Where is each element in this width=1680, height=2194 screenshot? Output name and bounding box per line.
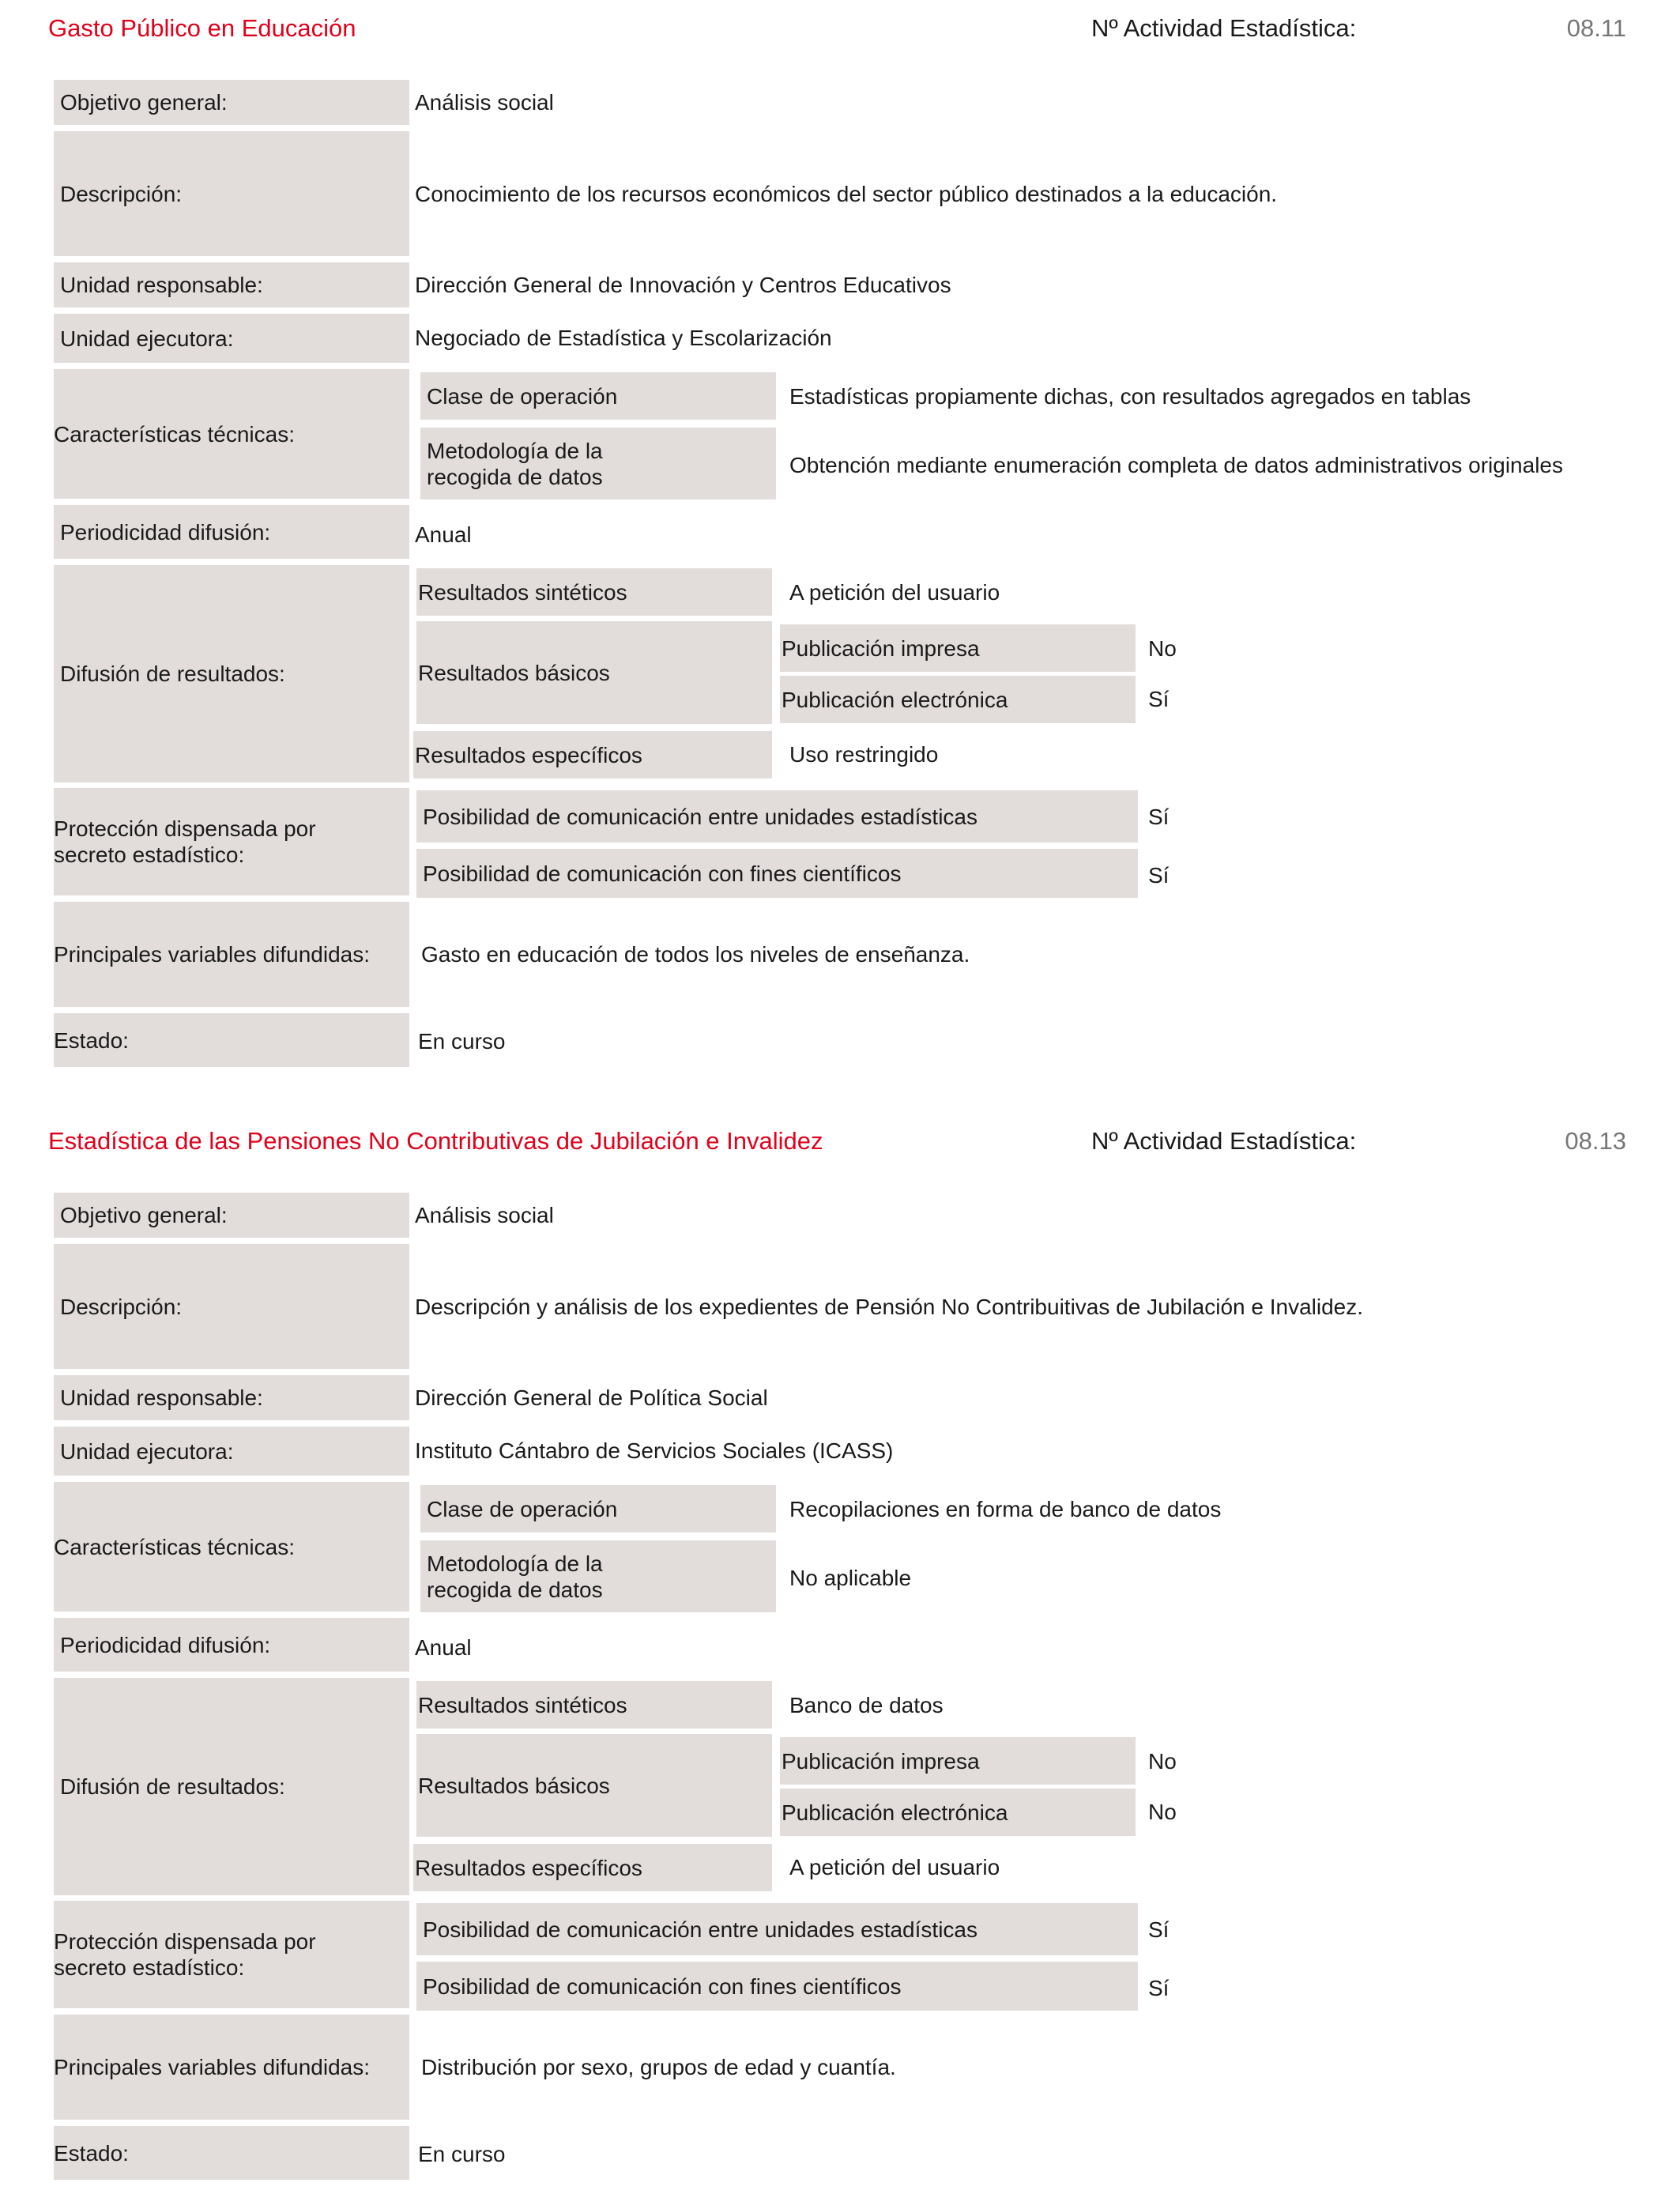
objetivo-value: Análisis social	[415, 90, 554, 115]
estado-label: Estado:	[54, 2126, 409, 2180]
metodologia-label: Metodología de la recogida de datos	[420, 428, 776, 499]
unidad-ejecutora-value: Negociado de Estadística y Escolarización	[415, 326, 832, 350]
comunicacion-cientificos-value: Sí	[1148, 863, 1170, 888]
comunicacion-unidades-value: Sí	[1148, 805, 1170, 829]
periodicidad-label: Periodicidad difusión:	[54, 505, 409, 559]
publicacion-impresa-value: No	[1148, 636, 1177, 661]
periodicidad-value: Anual	[415, 1635, 472, 1660]
clase-operacion-value: Estadísticas propiamente dichas, con resultados agregados en tablas	[789, 384, 1471, 409]
comunicacion-cientificos-value: Sí	[1148, 1976, 1170, 2000]
descripcion-label: Descripción:	[54, 1244, 409, 1369]
unidad-responsable-label: Unidad responsable:	[54, 262, 409, 307]
principales-variables-label: Principales variables difundidas:	[54, 2015, 409, 2120]
resultados-sinteticos-label: Resultados sintéticos	[416, 1681, 772, 1728]
publicacion-electronica-value: Sí	[1148, 687, 1170, 711]
resultados-especificos-label: Resultados específicos	[413, 1844, 772, 1891]
publicacion-impresa-value: No	[1148, 1749, 1177, 1774]
comunicacion-cientificos-label: Posibilidad de comunicación con fines científicos	[416, 1962, 1138, 2011]
comunicacion-unidades-label: Posibilidad de comunicación entre unidades estadísticas	[416, 1903, 1138, 1955]
section-title: Estadística de las Pensiones No Contributivas de Jubilación e Invalidez	[48, 1127, 823, 1155]
estado-value: En curso	[418, 1029, 506, 1054]
difusion-label: Difusión de resultados:	[54, 1678, 409, 1895]
descripcion-value: Conocimiento de los recursos económicos del sector público destinados a la educación.	[415, 182, 1278, 206]
resultados-sinteticos-value: A petición del usuario	[789, 580, 1000, 605]
unidad-ejecutora-label: Unidad ejecutora:	[54, 1427, 409, 1476]
comunicacion-unidades-label: Posibilidad de comunicación entre unidades estadísticas	[416, 790, 1138, 843]
unidad-ejecutora-label: Unidad ejecutora:	[54, 314, 409, 363]
descripcion-value: Descripción y análisis de los expedientes de Pensión No Contribuitivas de Jubilación e Invalidez.	[415, 1295, 1364, 1319]
publicacion-electronica-value: No	[1148, 1800, 1177, 1824]
metodologia-label: Metodología de la recogida de datos	[420, 1540, 776, 1612]
section-title: Gasto Público en Educación	[48, 14, 356, 42]
descripcion-label: Descripción:	[54, 131, 409, 256]
principales-variables-value: Gasto en educación de todos los niveles de enseñanza.	[421, 942, 970, 967]
activity-card	[0, 1113, 1680, 2194]
resultados-sinteticos-value: Banco de datos	[789, 1693, 944, 1717]
unidad-responsable-value: Dirección General de Innovación y Centros Educativos	[415, 273, 951, 297]
metodologia-value: Obtención mediante enumeración completa de datos administrativos originales	[789, 453, 1563, 477]
resultados-especificos-value: Uso restringido	[789, 742, 939, 767]
proteccion-label: Protección dispensada por secreto estadístico:	[54, 788, 409, 895]
caracteristicas-label: Características técnicas:	[54, 1482, 409, 1612]
publicacion-electronica-label: Publicación electrónica	[780, 676, 1136, 723]
estado-label: Estado:	[54, 1013, 409, 1067]
publicacion-impresa-label: Publicación impresa	[780, 624, 1136, 672]
principales-variables-value: Distribución por sexo, grupos de edad y cuantía.	[421, 2055, 896, 2079]
activity-label: Nº Actividad Estadística:	[1091, 1127, 1357, 1155]
principales-variables-label: Principales variables difundidas:	[54, 902, 409, 1007]
clase-operacion-label: Clase de operación	[420, 1485, 776, 1532]
resultados-especificos-label: Resultados específicos	[413, 731, 772, 778]
periodicidad-label: Periodicidad difusión:	[54, 1618, 409, 1672]
difusion-label: Difusión de resultados:	[54, 565, 409, 782]
metodologia-value: No aplicable	[789, 1566, 912, 1590]
periodicidad-value: Anual	[415, 522, 472, 547]
clase-operacion-label: Clase de operación	[420, 372, 776, 420]
publicacion-electronica-label: Publicación electrónica	[780, 1789, 1136, 1836]
activity-number: 08.13	[1565, 1127, 1626, 1155]
activity-number: 08.11	[1566, 14, 1626, 42]
unidad-responsable-value: Dirección General de Política Social	[415, 1385, 768, 1410]
objetivo-label: Objetivo general:	[54, 1193, 409, 1238]
comunicacion-cientificos-label: Posibilidad de comunicación con fines científicos	[416, 849, 1138, 898]
resultados-sinteticos-label: Resultados sintéticos	[416, 568, 772, 616]
publicacion-impresa-label: Publicación impresa	[780, 1737, 1136, 1785]
resultados-basicos-label: Resultados básicos	[416, 1734, 772, 1837]
proteccion-label: Protección dispensada por secreto estadístico:	[54, 1901, 409, 2008]
unidad-responsable-label: Unidad responsable:	[54, 1375, 409, 1420]
activity-label: Nº Actividad Estadística:	[1091, 14, 1357, 42]
objetivo-value: Análisis social	[415, 1203, 554, 1227]
comunicacion-unidades-value: Sí	[1148, 1917, 1170, 1942]
resultados-especificos-value: A petición del usuario	[789, 1855, 1000, 1879]
resultados-basicos-label: Resultados básicos	[416, 621, 772, 724]
clase-operacion-value: Recopilaciones en forma de banco de datos	[789, 1497, 1222, 1521]
objetivo-label: Objetivo general:	[54, 80, 409, 125]
caracteristicas-label: Características técnicas:	[54, 369, 409, 499]
estado-value: En curso	[418, 2142, 506, 2166]
unidad-ejecutora-value: Instituto Cántabro de Servicios Sociales (ICASS)	[415, 1438, 894, 1463]
